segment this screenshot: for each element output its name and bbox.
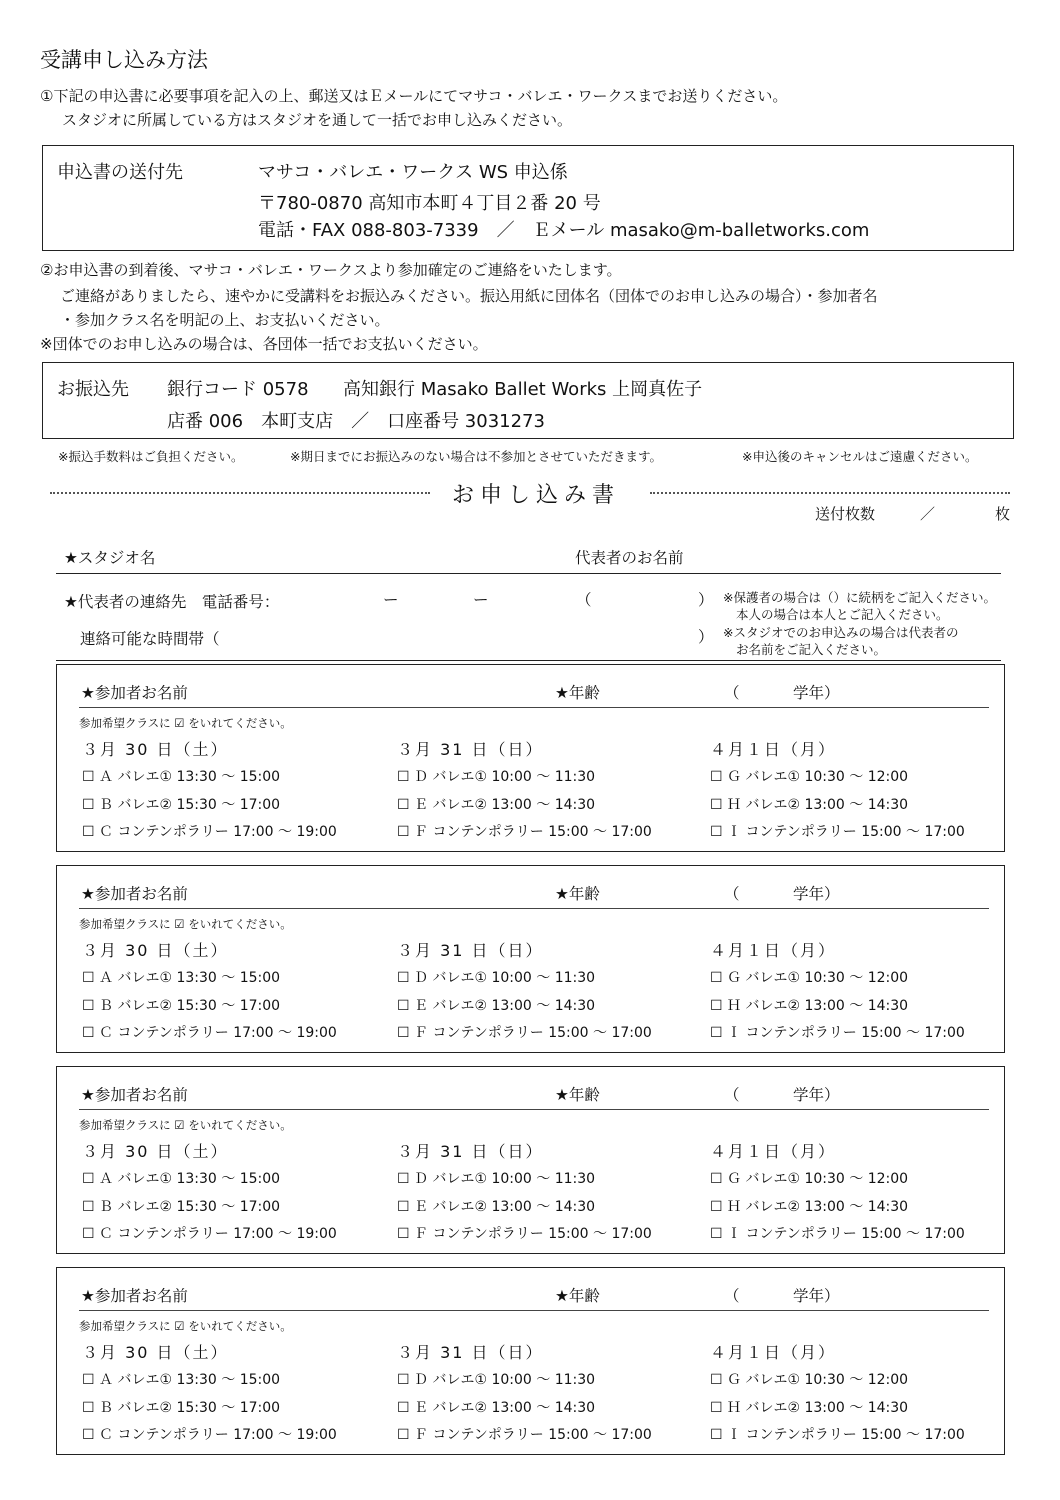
participant-name-label: ★参加者お名前	[81, 684, 188, 702]
day-heading: ３月 30 日（土）	[82, 1142, 229, 1161]
day-heading: ３月 30 日（土）	[82, 1343, 229, 1362]
class-checkbox[interactable]: ☐ Ｅ バレエ② 13:00 〜 14:30	[397, 796, 596, 813]
participant-name-label: ★参加者お名前	[81, 1287, 188, 1305]
note-deadline: ※期日までにお振込みのない場合は不参加とさせていただきます。	[290, 449, 662, 464]
participant-name-label: ★参加者お名前	[81, 1086, 188, 1104]
participant-block	[56, 1066, 1005, 1254]
age-label: ★年齢	[555, 1086, 600, 1104]
class-checkbox[interactable]: ☐ Ｃ コンテンポラリー 17:00 〜 19:00	[82, 1025, 337, 1041]
sheet-count: 送付枚数 ／ 枚	[815, 505, 1011, 523]
studio-note-2: お名前をご記入ください。	[736, 642, 887, 657]
class-checkbox[interactable]: ☐ Ｈ バレエ② 13:00 〜 14:30	[710, 1399, 909, 1416]
bank-code: 銀行コード 0578	[167, 379, 309, 400]
day-heading: ４月１日（月）	[710, 1142, 837, 1161]
name-underline	[79, 908, 989, 909]
relation-paren-open: （	[576, 591, 592, 609]
class-checkbox[interactable]: ☐ Ｂ バレエ② 15:30 〜 17:00	[82, 1399, 281, 1416]
studio-name-label: ★スタジオ名	[64, 549, 156, 567]
step1-text-2: スタジオに所属している方はスタジオを通して一括でお申し込みください。	[62, 111, 573, 129]
note-cancel: ※申込後のキャンセルはご遠慮ください。	[742, 449, 978, 464]
age-label: ★年齢	[555, 684, 600, 702]
destination-address: 〒780-0870 高知市本町４丁目２番 20 号	[258, 193, 601, 214]
studio-note: ※スタジオでのお申込みの場合は代表者の	[723, 625, 959, 640]
class-instruction: 参加希望クラスに ☑ をいれてください。	[79, 716, 292, 730]
class-checkbox[interactable]: ☐ Ｈ バレエ② 13:00 〜 14:30	[710, 1198, 909, 1215]
contact-underline	[56, 660, 1001, 661]
step2-text-4: ※団体でのお申し込みの場合は、各団体一括でお支払いください。	[40, 335, 488, 353]
step2-text: ②お申込書の到着後、マサコ・バレエ・ワークスより参加確定のご連絡をいたします。	[40, 261, 622, 279]
class-checkbox[interactable]: ☐ Ｆ コンテンポラリー 15:00 〜 17:00	[397, 824, 652, 840]
class-checkbox[interactable]: ☐ Ａ バレエ① 13:30 〜 15:00	[82, 1171, 281, 1187]
name-underline	[79, 1109, 989, 1110]
bank-label: お振込先	[57, 379, 129, 400]
class-checkbox[interactable]: ☐ Ｆ コンテンポラリー 15:00 〜 17:00	[397, 1427, 652, 1443]
step2-text-2: ご連絡がありましたら、速やかに受講料をお振込みください。振込用紙に団体名（団体でのお申し込みの場合）・参加者名	[60, 287, 878, 305]
grade-label: 学年）	[793, 1287, 840, 1305]
destination-box	[42, 145, 1014, 251]
divider-left	[50, 492, 430, 494]
class-checkbox[interactable]: ☐ Ｆ コンテンポラリー 15:00 〜 17:00	[397, 1226, 652, 1242]
class-checkbox[interactable]: ☐ Ｇ バレエ① 10:30 〜 12:00	[710, 1372, 909, 1388]
age-label: ★年齢	[555, 1287, 600, 1305]
day-heading: ３月 30 日（土）	[82, 740, 229, 759]
contact-time-close: ）	[698, 628, 714, 646]
class-checkbox[interactable]: ☐ Ｅ バレエ② 13:00 〜 14:30	[397, 997, 596, 1014]
grade-label: 学年）	[793, 885, 840, 903]
class-checkbox[interactable]: ☐ Ｈ バレエ② 13:00 〜 14:30	[710, 796, 909, 813]
phone-dash-2: ー	[473, 591, 489, 609]
day-heading: ３月 31 日（日）	[397, 1142, 544, 1161]
participant-name-label: ★参加者お名前	[81, 885, 188, 903]
name-underline	[79, 707, 989, 708]
class-checkbox[interactable]: ☐ Ｅ バレエ② 13:00 〜 14:30	[397, 1198, 596, 1215]
grade-paren: （	[724, 684, 740, 702]
contact-time-label: 連絡可能な時間帯（	[80, 630, 220, 648]
divider-right	[650, 492, 1010, 494]
grade-paren: （	[724, 1086, 740, 1104]
class-checkbox[interactable]: ☐ Ｉ コンテンポラリー 15:00 〜 17:00	[710, 824, 965, 840]
class-checkbox[interactable]: ☐ Ａ バレエ① 13:30 〜 15:00	[82, 1372, 281, 1388]
phone-dash-1: ー	[383, 591, 399, 609]
class-checkbox[interactable]: ☐ Ｅ バレエ② 13:00 〜 14:30	[397, 1399, 596, 1416]
form-title: お申し込み書	[452, 483, 621, 508]
class-checkbox[interactable]: ☐ Ｄ バレエ① 10:00 〜 11:30	[397, 769, 596, 785]
class-checkbox[interactable]: ☐ Ｆ コンテンポラリー 15:00 〜 17:00	[397, 1025, 652, 1041]
step1-text: ①下記の申込書に必要事項を記入の上、郵送又はＥメールにてマサコ・バレエ・ワークスまでお送りください。	[40, 87, 788, 105]
class-checkbox[interactable]: ☐ Ｇ バレエ① 10:30 〜 12:00	[710, 1171, 909, 1187]
class-checkbox[interactable]: ☐ Ｄ バレエ① 10:00 〜 11:30	[397, 1372, 596, 1388]
relation-paren-close: ）	[698, 591, 714, 609]
grade-paren: （	[724, 1287, 740, 1305]
class-checkbox[interactable]: ☐ Ｃ コンテンポラリー 17:00 〜 19:00	[82, 1427, 337, 1443]
class-checkbox[interactable]: ☐ Ｉ コンテンポラリー 15:00 〜 17:00	[710, 1427, 965, 1443]
class-instruction: 参加希望クラスに ☑ をいれてください。	[79, 917, 292, 931]
day-heading: ４月１日（月）	[710, 740, 837, 759]
class-checkbox[interactable]: ☐ Ｂ バレエ② 15:30 〜 17:00	[82, 1198, 281, 1215]
participant-block	[56, 664, 1005, 852]
class-checkbox[interactable]: ☐ Ｄ バレエ① 10:00 〜 11:30	[397, 1171, 596, 1187]
destination-contact: 電話・FAX 088-803-7339 ／ Ｅメール masako@m-balletworks.com	[258, 220, 870, 241]
day-heading: ３月 31 日（日）	[397, 1343, 544, 1362]
class-checkbox[interactable]: ☐ Ａ バレエ① 13:30 〜 15:00	[82, 769, 281, 785]
note-fee: ※振込手数料はご負担ください。	[58, 449, 244, 464]
participant-block	[56, 1267, 1005, 1455]
class-checkbox[interactable]: ☐ Ｃ コンテンポラリー 17:00 〜 19:00	[82, 1226, 337, 1242]
class-checkbox[interactable]: ☐ Ｃ コンテンポラリー 17:00 〜 19:00	[82, 824, 337, 840]
name-underline	[79, 1310, 989, 1311]
day-heading: ３月 31 日（日）	[397, 740, 544, 759]
class-checkbox[interactable]: ☐ Ｄ バレエ① 10:00 〜 11:30	[397, 970, 596, 986]
class-instruction: 参加希望クラスに ☑ をいれてください。	[79, 1118, 292, 1132]
class-checkbox[interactable]: ☐ Ｇ バレエ① 10:30 〜 12:00	[710, 970, 909, 986]
grade-paren: （	[724, 885, 740, 903]
destination-name: マサコ・バレエ・ワークス WS 申込係	[258, 162, 568, 183]
age-label: ★年齢	[555, 885, 600, 903]
rep-contact-label: ★代表者の連絡先 電話番号：	[64, 593, 280, 611]
class-checkbox[interactable]: ☐ Ａ バレエ① 13:30 〜 15:00	[82, 970, 281, 986]
class-checkbox[interactable]: ☐ Ｉ コンテンポラリー 15:00 〜 17:00	[710, 1226, 965, 1242]
class-checkbox[interactable]: ☐ Ｂ バレエ② 15:30 〜 17:00	[82, 997, 281, 1014]
day-heading: ３月 31 日（日）	[397, 941, 544, 960]
grade-label: 学年）	[793, 684, 840, 702]
guardian-note: ※保護者の場合は（）に続柄をご記入ください。	[723, 590, 996, 605]
bank-info: 高知銀行 Masako Ballet Works 上岡真佐子	[343, 379, 703, 400]
day-heading: ４月１日（月）	[710, 941, 837, 960]
bank-box	[42, 362, 1014, 439]
class-checkbox[interactable]: ☐ Ｉ コンテンポラリー 15:00 〜 17:00	[710, 1025, 965, 1041]
grade-label: 学年）	[793, 1086, 840, 1104]
participant-block	[56, 865, 1005, 1053]
day-heading: ４月１日（月）	[710, 1343, 837, 1362]
class-checkbox[interactable]: ☐ Ｂ バレエ② 15:30 〜 17:00	[82, 796, 281, 813]
destination-label: 申込書の送付先	[57, 162, 183, 183]
bank-branch: 店番 006 本町支店 ／ 口座番号 3031273	[167, 411, 545, 432]
day-heading: ３月 30 日（土）	[82, 941, 229, 960]
class-checkbox[interactable]: ☐ Ｇ バレエ① 10:30 〜 12:00	[710, 769, 909, 785]
class-instruction: 参加希望クラスに ☑ をいれてください。	[79, 1319, 292, 1333]
studio-underline	[56, 573, 1001, 574]
step2-text-3: ・参加クラス名を明記の上、お支払いください。	[60, 311, 390, 329]
guardian-note-2: 本人の場合は本人とご記入ください。	[736, 607, 949, 622]
page-title: 受講申し込み方法	[40, 48, 208, 72]
class-checkbox[interactable]: ☐ Ｈ バレエ② 13:00 〜 14:30	[710, 997, 909, 1014]
rep-name-label: 代表者のお名前	[575, 549, 684, 567]
